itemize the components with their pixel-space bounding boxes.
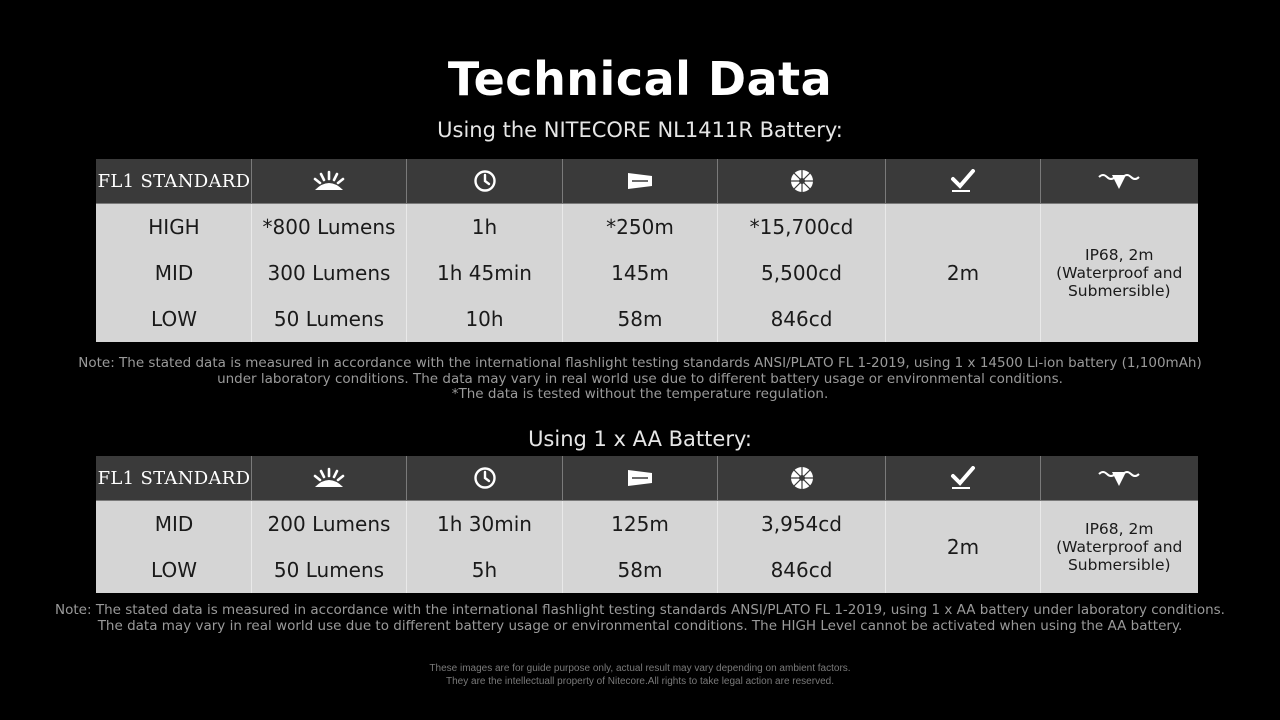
table1-runtime-header <box>407 159 563 204</box>
table2-spec-table <box>96 456 1198 593</box>
waterproof-icon <box>1097 171 1141 191</box>
note-line: Note: The stated data is measured in accordance with the international flashlight testing standards ANSI/PLATO FL 1-2019, using 1 x 14500 Li-ion battery (1,100mAh) <box>78 355 1202 371</box>
brightness-icon <box>310 170 348 192</box>
distance-cell: 125m <box>563 501 718 548</box>
runtime-cell: 1h 30min <box>407 501 563 548</box>
page-title: Technical Data <box>447 52 833 106</box>
waterproof-icon <box>1097 468 1141 488</box>
ip-line: (Waterproof and <box>1056 538 1183 556</box>
table2-intensity-header <box>718 456 886 501</box>
table-row <box>97 204 1198 251</box>
brightness-icon <box>310 467 348 489</box>
mode-cell: HIGH <box>97 204 252 251</box>
intensity-cell: 846cd <box>718 547 886 593</box>
impact-icon <box>950 466 976 490</box>
output-cell: *800 Lumens <box>252 204 407 251</box>
table1-impact-header <box>886 159 1041 204</box>
footer-line: They are the intellectuall property of Nitecore.All rights to take legal action are reserved. <box>446 676 834 687</box>
table2-brightness-header <box>252 456 407 501</box>
ip-line: Submersible) <box>1067 556 1171 574</box>
ip-line: IP68, 2m <box>1085 520 1154 538</box>
clock-icon <box>473 466 497 490</box>
note-line: The data may vary in real world use due to different battery usage or environmental conditions. The HIGH Level cannot be activated when using the AA battery. <box>97 617 1183 634</box>
table1-subtitle: Using the NITECORE NL1411R Battery: <box>437 118 843 142</box>
output-cell: 50 Lumens <box>252 547 407 593</box>
distance-cell: 58m <box>563 547 718 593</box>
mode-cell: LOW <box>97 296 252 342</box>
output-cell: 300 Lumens <box>252 250 407 296</box>
table1-intensity-header <box>718 159 886 204</box>
table1-spec-table <box>96 159 1198 342</box>
footer-line: These images are for guide purpose only, actual result may vary depending on ambient factors. <box>429 663 851 674</box>
impact-cell: 2m <box>886 204 1041 343</box>
intensity-icon <box>789 168 815 194</box>
output-cell: 200 Lumens <box>252 501 407 548</box>
ip-line: IP68, 2m <box>1085 246 1154 264</box>
ip-line: Submersible) <box>1067 282 1171 300</box>
mode-cell: MID <box>97 250 252 296</box>
table2-impact-header <box>886 456 1041 501</box>
table1-distance-header <box>563 159 718 204</box>
intensity-cell: 846cd <box>718 296 886 342</box>
note-line: Note: The stated data is measured in accordance with the international flashlight testing standards ANSI/PLATO FL 1-2019, using 1 x AA battery under laboratory conditions. <box>55 602 1225 618</box>
note-line: under laboratory conditions. The data may vary in real world use due to different battery usage or environmental conditions. <box>217 370 1063 387</box>
distance-icon <box>626 468 654 488</box>
intensity-icon <box>789 465 815 491</box>
note-line: *The data is tested without the temperature regulation. <box>451 386 829 402</box>
runtime-cell: 1h <box>407 204 563 251</box>
intensity-cell: *15,700cd <box>718 204 886 251</box>
table1-waterproof-header <box>1041 159 1198 204</box>
impact-icon <box>950 169 976 193</box>
runtime-cell: 1h 45min <box>407 250 563 296</box>
table2-runtime-header <box>407 456 563 501</box>
intensity-cell: 3,954cd <box>718 501 886 548</box>
intensity-cell: 5,500cd <box>718 250 886 296</box>
waterproof-cell <box>1041 204 1198 343</box>
table1-note <box>0 356 1280 403</box>
table2-header-row <box>97 456 1198 501</box>
runtime-cell: 5h <box>407 547 563 593</box>
waterproof-cell <box>1041 501 1198 594</box>
distance-cell: 58m <box>563 296 718 342</box>
table2-distance-header <box>563 456 718 501</box>
ip-line: (Waterproof and <box>1056 264 1183 282</box>
output-cell: 50 Lumens <box>252 296 407 342</box>
mode-cell: MID <box>97 501 252 548</box>
distance-icon <box>626 171 654 191</box>
distance-cell: 145m <box>563 250 718 296</box>
table1-header-row <box>97 159 1198 204</box>
distance-cell: *250m <box>563 204 718 251</box>
table-row <box>97 501 1198 548</box>
table2-subtitle: Using 1 x AA Battery: <box>528 427 752 451</box>
table2-standard-header: FL1 STANDARD <box>97 456 252 501</box>
mode-cell: LOW <box>97 547 252 593</box>
table2-waterproof-header <box>1041 456 1198 501</box>
impact-cell: 2m <box>886 501 1041 594</box>
table1-standard-header: FL1 STANDARD <box>97 159 252 204</box>
runtime-cell: 10h <box>407 296 563 342</box>
table2-note <box>0 603 1280 634</box>
footer-disclaimer <box>0 662 1280 688</box>
table1-brightness-header <box>252 159 407 204</box>
clock-icon <box>473 169 497 193</box>
